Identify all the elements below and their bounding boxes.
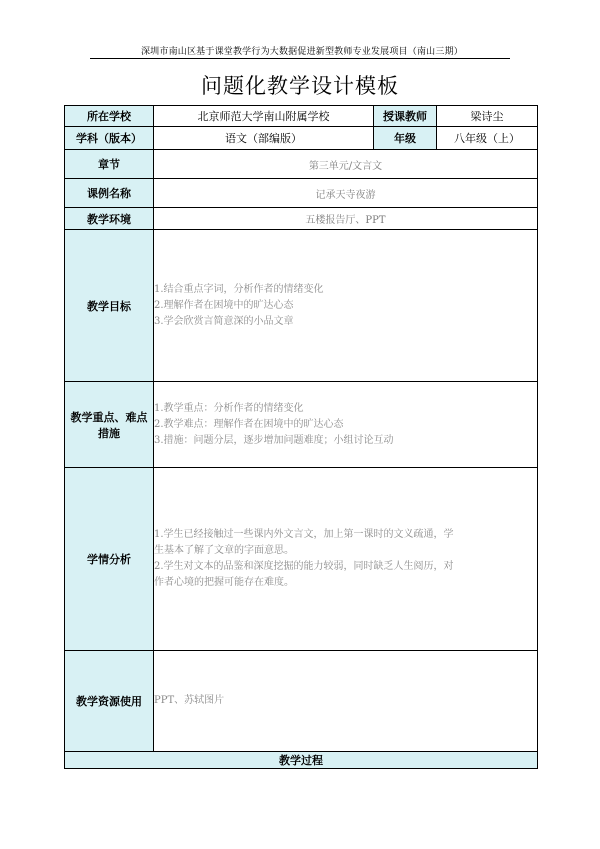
analysis-content: [154, 468, 538, 651]
analysis-line: 2.学生对文本的品鉴和深度挖掘的能力较弱，同时缺乏人生阅历，对: [154, 561, 454, 572]
keypoint-item: 3.措施：问题分层，逐步增加问题难度；小组讨论互动: [154, 434, 394, 446]
lesson-name-label: 课例名称: [65, 179, 154, 208]
resources-value: PPT、苏轼图片: [154, 651, 538, 752]
goals-content: [154, 230, 538, 382]
chapter-label: 章节: [65, 150, 154, 179]
grade-value: 八年级（上）: [437, 127, 538, 150]
school-label: 所在学校: [65, 106, 154, 127]
teacher-value: 梁诗尘: [437, 106, 538, 127]
keypoints-label-line-2: 措施: [98, 426, 120, 440]
process-header: 教学过程: [65, 752, 538, 769]
analysis-line: 1.学生已经接触过一些课内外文言文，加上第一课时的文义疏通，学: [154, 529, 454, 540]
keypoint-item: 2.教学难点：理解作者在困境中的旷达心态: [154, 418, 344, 430]
teacher-label: 授课教师: [374, 106, 437, 127]
analysis-line: 生基本了解了文章的字面意思。: [154, 545, 294, 556]
goal-item: 3.学会欣赏言简意深的小品文章: [154, 315, 294, 327]
environment-value: 五楼报告厅、PPT: [154, 208, 538, 230]
running-header: 深圳市南山区基于课堂教学行为大数据促进新型教师专业发展项目（南山三期）: [140, 47, 463, 57]
analysis-label: 学情分析: [65, 468, 154, 651]
school-value: 北京师范大学南山附属学校: [154, 106, 374, 127]
goal-item: 1.结合重点字词，分析作者的情绪变化: [154, 283, 324, 295]
subject-value: 语文（部编版）: [154, 127, 374, 150]
resources-label: 教学资源使用: [65, 651, 154, 752]
environment-label: 教学环境: [65, 208, 154, 230]
header-rule: [90, 58, 510, 59]
lesson-name-value: 记承天寺夜游: [154, 179, 538, 208]
chapter-value: 第三单元/文言文: [154, 150, 538, 179]
goal-item: 2.理解作者在困境中的旷达心态: [154, 299, 294, 311]
keypoints-content: [154, 382, 538, 468]
keypoint-item: 1.教学重点：分析作者的情绪变化: [154, 402, 304, 414]
subject-label: 学科（版本）: [65, 127, 154, 150]
keypoints-label-line-1: 教学重点、难点: [70, 410, 148, 424]
keypoints-label: [65, 382, 154, 468]
lesson-design-table: [64, 105, 538, 769]
analysis-line: 作者心境的把握可能存在难度。: [154, 577, 294, 588]
grade-label: 年级: [374, 127, 437, 150]
goals-label: 教学目标: [65, 230, 154, 382]
document-title: 问题化教学设计模板: [201, 74, 399, 98]
